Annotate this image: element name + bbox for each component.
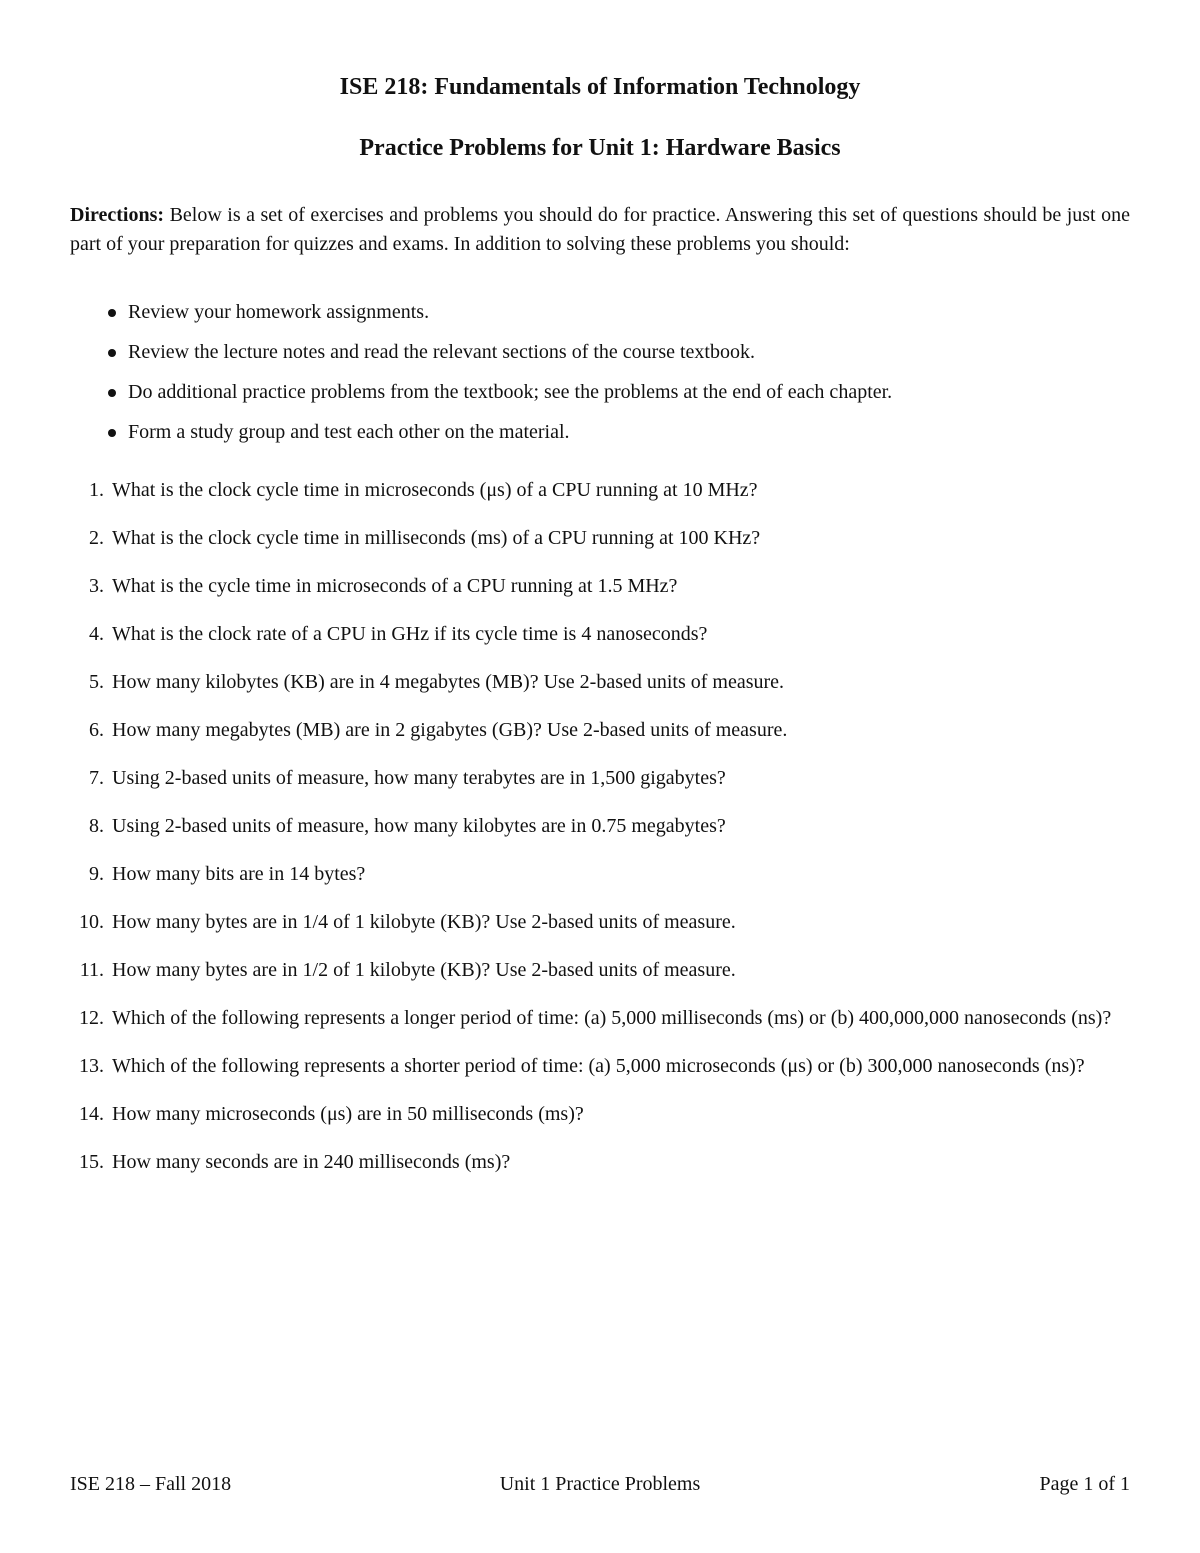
list-item-text: Review the lecture notes and read the relevant sections of the course textbook. xyxy=(128,341,755,363)
bullet-icon xyxy=(108,309,116,317)
bullet-icon xyxy=(108,389,116,397)
question-text: Which of the following represents a shorter period of time: (a) 5,000 microseconds (μs) or (b) 300,000 nanoseconds (ns)? xyxy=(112,1055,1085,1077)
question-text: How many bits are in 14 bytes? xyxy=(112,863,366,885)
questions-list xyxy=(70,476,1130,1196)
question-item xyxy=(70,524,1130,553)
list-item xyxy=(70,418,1130,458)
question-number: 14. xyxy=(79,1103,104,1125)
question-item xyxy=(70,620,1130,649)
question-item xyxy=(70,1148,1130,1177)
question-number: 6. xyxy=(89,719,104,741)
list-item-text: Review your homework assignments. xyxy=(128,301,430,323)
question-number: 12. xyxy=(79,1007,104,1029)
question-item xyxy=(70,1052,1130,1081)
question-item xyxy=(70,860,1130,889)
directions-label: Directions: xyxy=(70,204,165,226)
list-item-text: Do additional practice problems from the textbook; see the problems at the end of each chapter. xyxy=(128,381,893,403)
question-number: 10. xyxy=(79,911,104,933)
list-item xyxy=(70,338,1130,378)
question-item xyxy=(70,908,1130,937)
page-footer xyxy=(70,1470,1130,1498)
question-number: 1. xyxy=(89,479,104,501)
question-number: 11. xyxy=(79,959,104,981)
footer-title: Unit 1 Practice Problems xyxy=(499,1473,701,1495)
question-item xyxy=(70,1004,1130,1033)
document-subtitle: Practice Problems for Unit 1: Hardware Basics xyxy=(359,135,841,161)
directions-paragraph xyxy=(70,201,1130,259)
question-text: What is the clock rate of a CPU in GHz if its cycle time is 4 nanoseconds? xyxy=(112,623,708,645)
question-item xyxy=(70,956,1130,985)
question-number: 15. xyxy=(79,1151,104,1173)
question-number: 2. xyxy=(89,527,104,549)
document-page xyxy=(70,0,1130,1553)
question-text: How many seconds are in 240 milliseconds (ms)? xyxy=(112,1151,511,1173)
question-item xyxy=(70,572,1130,601)
question-text: Using 2-based units of measure, how many terabytes are in 1,500 gigabytes? xyxy=(112,767,726,789)
question-number: 13. xyxy=(79,1055,104,1077)
question-number: 7. xyxy=(89,767,104,789)
question-text: How many bytes are in 1/4 of 1 kilobyte (KB)? Use 2-based units of measure. xyxy=(112,911,736,933)
question-text: Using 2-based units of measure, how many kilobytes are in 0.75 megabytes? xyxy=(112,815,726,837)
bullet-icon xyxy=(108,349,116,357)
question-item xyxy=(70,716,1130,745)
question-number: 5. xyxy=(89,671,104,693)
list-item-text: Form a study group and test each other on the material. xyxy=(128,421,570,443)
question-item xyxy=(70,812,1130,841)
question-text: What is the clock cycle time in microseconds (μs) of a CPU running at 10 MHz? xyxy=(112,479,758,501)
question-text: What is the cycle time in microseconds of a CPU running at 1.5 MHz? xyxy=(112,575,678,597)
question-item xyxy=(70,668,1130,697)
list-item xyxy=(70,378,1130,418)
question-item xyxy=(70,476,1130,505)
directions-text: Below is a set of exercises and problems you should do for practice. Answering this set of questions should be just one part of your preparation for quizzes and exams. In addition to solving these problems you should: xyxy=(70,204,1130,255)
question-number: 8. xyxy=(89,815,104,837)
bullet-icon xyxy=(108,429,116,437)
question-text: Which of the following represents a longer period of time: (a) 5,000 milliseconds (ms) or (b) 400,000,000 nanoseconds (ns)? xyxy=(112,1007,1112,1029)
question-number: 4. xyxy=(89,623,104,645)
question-item xyxy=(70,1100,1130,1129)
question-number: 9. xyxy=(89,863,104,885)
question-text: How many kilobytes (KB) are in 4 megabytes (MB)? Use 2-based units of measure. xyxy=(112,671,785,693)
question-text: How many microseconds (μs) are in 50 milliseconds (ms)? xyxy=(112,1103,584,1125)
footer-course: ISE 218 – Fall 2018 xyxy=(70,1473,232,1495)
question-item xyxy=(70,764,1130,793)
question-text: How many megabytes (MB) are in 2 gigabytes (GB)? Use 2-based units of measure. xyxy=(112,719,788,741)
footer-page-number: Page 1 of 1 xyxy=(1039,1473,1130,1495)
question-text: How many bytes are in 1/2 of 1 kilobyte (KB)? Use 2-based units of measure. xyxy=(112,959,736,981)
question-number: 3. xyxy=(89,575,104,597)
study-tips-list xyxy=(70,298,1130,458)
question-text: What is the clock cycle time in milliseconds (ms) of a CPU running at 100 KHz? xyxy=(112,527,761,549)
list-item xyxy=(70,298,1130,338)
document-title: ISE 218: Fundamentals of Information Technology xyxy=(339,74,861,100)
